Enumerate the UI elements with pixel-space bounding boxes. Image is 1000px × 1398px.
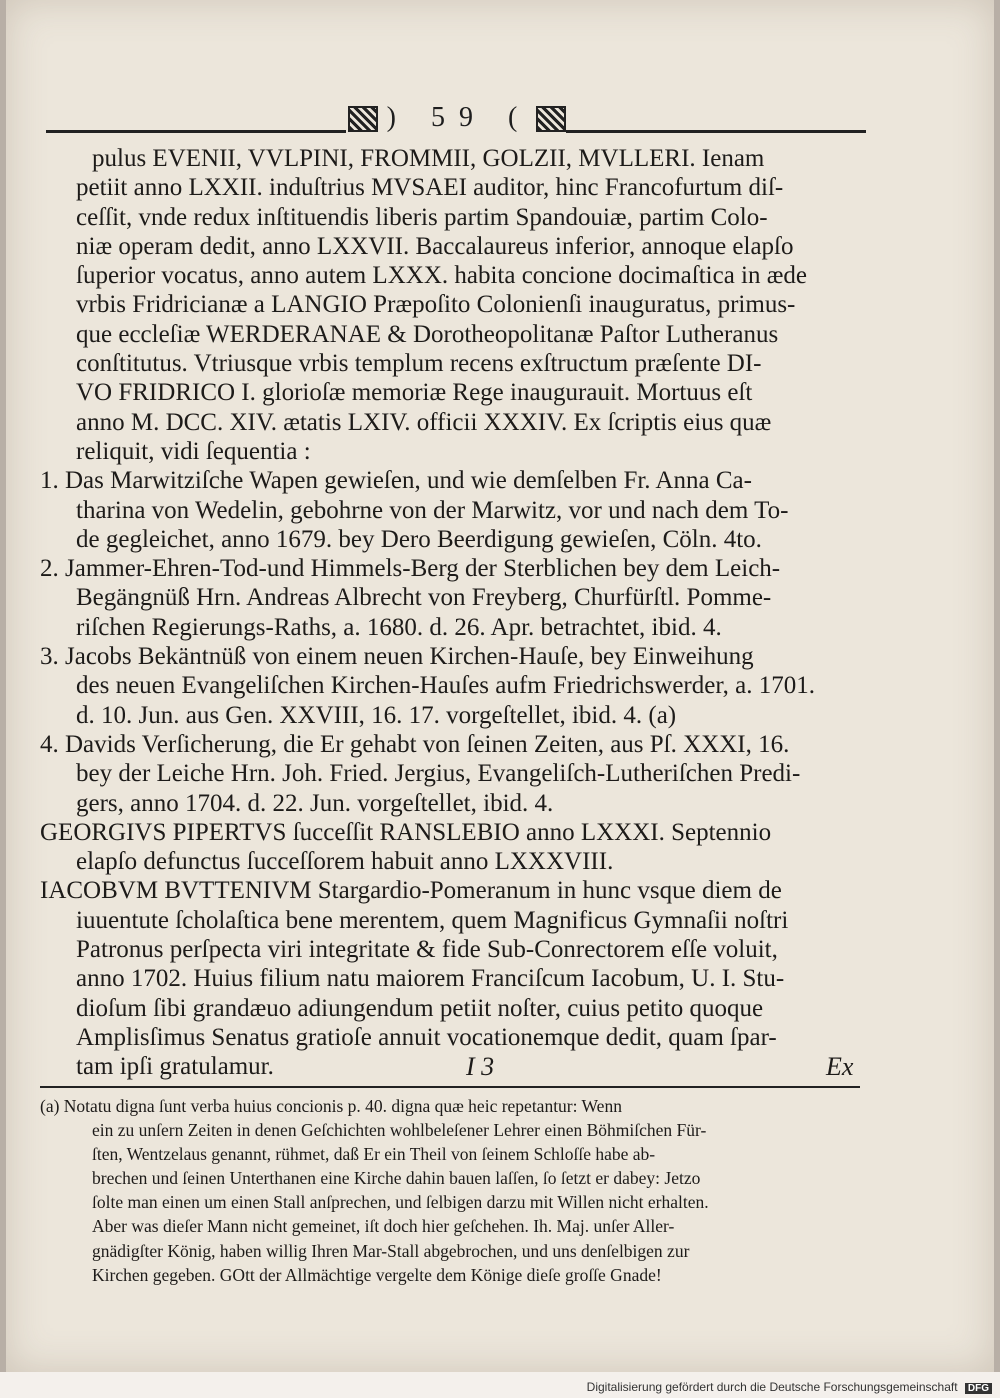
text-line: Patronus perſpecta viri integritate & fide Sub-Conrectorem eſſe voluit, [76, 936, 778, 964]
text-line: d. 10. Jun. aus Gen. XXVIII, 16. 17. vorgeſtellet, ibid. 4. (a) [76, 701, 677, 729]
text-line: reliquit, vidi ſequentia : [76, 437, 311, 465]
text-line: IACOBVM BVTTENIVM Stargardio-Pomeranum in hunc vsque diem de [40, 877, 782, 905]
list-item-3 [40, 642, 870, 730]
text-line: elapſo defunctus ſucceſſorem habuit anno LXXXVIII. [76, 848, 614, 876]
text-line: iuuentute ſcholaſtica bene merentem, quem Magnificus Gymnaſii noſtri [76, 906, 789, 934]
main-text [40, 144, 870, 1082]
text-line: VO FRIDRICO I. glorioſæ memoriæ Rege inaugurauit. Mortuus eſt [76, 379, 753, 407]
signature-mark: I 3 [466, 1052, 495, 1081]
text-line: tam ipſi gratulamur. [76, 1053, 274, 1081]
header-right-paren: ( [508, 102, 532, 133]
text-line: riſchen Regierungs-Raths, a. 1680. d. 26. Apr. betrachtet, ibid. 4. [76, 613, 722, 641]
page-number: 59 [431, 102, 487, 133]
footnote-line: gnädigſter König, haben willig Ihren Mar-Stall abgebrochen, und uns denſelbigen zur [92, 1240, 690, 1261]
text-line: 1. Das Marwitziſche Wapen gewieſen, und wie demſelben Fr. Anna Ca- [40, 467, 752, 495]
text-line: anno 1702. Huius filium natu maiorem Franciſcum Iacobum, U. I. Stu- [76, 965, 785, 993]
footnote-line: ſten, Wentzelaus genannt, rühmet, daß Er ein Theil von ſeinem Schloſſe habe ab- [92, 1144, 656, 1165]
footnote-line: ſolte man einen um einen Stall anſprechen, und ſelbigen darzu mit Willen nicht erhalten. [92, 1192, 709, 1213]
text-line: de gegleichet, anno 1679. bey Dero Beerdigung gewieſen, Cöln. 4to. [76, 525, 762, 553]
header-rule-left [46, 130, 346, 133]
header-ornament-left-icon [348, 106, 378, 132]
signature-line [6, 1052, 1000, 1082]
text-line: niæ operam dedit, anno LXXVII. Baccalaureus inferior, annoque elapſo [76, 232, 794, 260]
text-line: tharina von Wedelin, gebohrne von der Marwitz, vor und nach dem To- [76, 496, 789, 524]
text-line: bey der Leiche Hrn. Joh. Fried. Jergius, Evangeliſch-Lutheriſchen Predi- [76, 760, 801, 788]
text-line: 2. Jammer-Ehren-Tod-und Himmels-Berg der Sterblichen bey dem Leich- [40, 555, 781, 583]
digitization-credit [540, 1380, 992, 1394]
text-line: ceſſit, vnde redux inſtituendis liberis partim Spandouiæ, partim Colo- [76, 203, 768, 231]
text-line: conſtitutus. Vtriusque vrbis templum recens exſtructum præſente DI- [76, 350, 762, 378]
list-item-4 [40, 730, 870, 818]
text-line: 4. Davids Verſicherung, die Er gehabt von ſeinen Zeiten, aus Pſ. XXXI, 16. [40, 730, 790, 758]
credit-text: Digitalisierung gefördert durch die Deutsche Forschungsgemeinschaft [586, 1380, 958, 1394]
footnote-line: brechen und ſeinen Unterthanen eine Kirche dahin bauen laſſen, ſo ſetzt er dabey: Jetzo [92, 1168, 701, 1189]
footnote-rule [40, 1086, 860, 1088]
text-line: des neuen Evangeliſchen Kirchen-Hauſes aufm Friedrichswerder, a. 1701. [76, 672, 816, 700]
footnote-line: (a) Notatu digna ſunt verba huius concionis p. 40. digna quæ heic repetantur: Wenn [40, 1096, 622, 1116]
text-line: que eccleſiæ WERDERANAE & Dorotheopolitanæ Paſtor Lutheranus [76, 320, 779, 348]
text-line: ſuperior vocatus, anno autem LXXX. habita concione docimaſtica in æde [76, 262, 808, 290]
paragraph-2 [40, 818, 870, 877]
header-ornament-right-icon [536, 106, 566, 132]
header-left-paren: ) [386, 102, 410, 133]
text-line: Begängnüß Hrn. Andreas Albrecht von Freyberg, Churfürſtl. Pomme- [76, 584, 772, 612]
paragraph-1 [40, 144, 870, 466]
footnote-line: Aber was dieſer Mann nicht gemeinet, iſt doch hier geſchehen. Ih. Maj. unſer Aller- [92, 1216, 675, 1237]
paragraph-3 [40, 876, 870, 1081]
text-line: pulus EVENII, VVLPINI, FROMMII, GOLZII, MVLLERI. Ienam [92, 145, 765, 172]
footnote-line: Kirchen gegeben. GOtt der Allmächtige vergelte dem Könige dieſe groſſe Gnade! [92, 1264, 662, 1285]
footnote [40, 1094, 870, 1287]
text-line: gers, anno 1704. d. 22. Jun. vorgeſtellet, ibid. 4. [76, 789, 554, 817]
text-line: dioſum ſibi grandæuo adiungendum petiit noſter, cuius petito quoque [76, 994, 764, 1022]
dfg-logo-icon: DFG [965, 1383, 992, 1394]
header-rule-right [566, 130, 866, 133]
text-line: vrbis Fridricianæ a LANGIO Præpoſito Colonienſi inauguratus, primus- [76, 291, 796, 319]
page-number-group [386, 102, 532, 134]
text-line: Amplisſimus Senatus gratioſe annuit vocationemque dedit, quam ſpar- [76, 1023, 777, 1051]
text-line: anno M. DCC. XIV. ætatis LXIV. officii XXXIV. Ex ſcriptis eius quæ [76, 408, 772, 436]
list-item-2 [40, 554, 870, 642]
footnote-line: ein zu unſern Zeiten in denen Geſchichten wohlbeleſener Lehrer einen Böhmiſchen Für- [92, 1120, 707, 1141]
catchword: Ex [826, 1052, 854, 1081]
text-line: petiit anno LXXII. induſtrius MVSAEI auditor, hinc Francofurtum diſ- [76, 174, 784, 202]
page-header [46, 100, 866, 140]
text-line: GEORGIVS PIPERTVS ſucceſſit RANSLEBIO anno LXXXI. Septennio [40, 818, 772, 846]
text-line: 3. Jacobs Bekäntnüß von einem neuen Kirchen-Hauſe, bey Einweihung [40, 643, 754, 671]
list-item-1 [40, 466, 870, 554]
book-page [6, 0, 994, 1372]
